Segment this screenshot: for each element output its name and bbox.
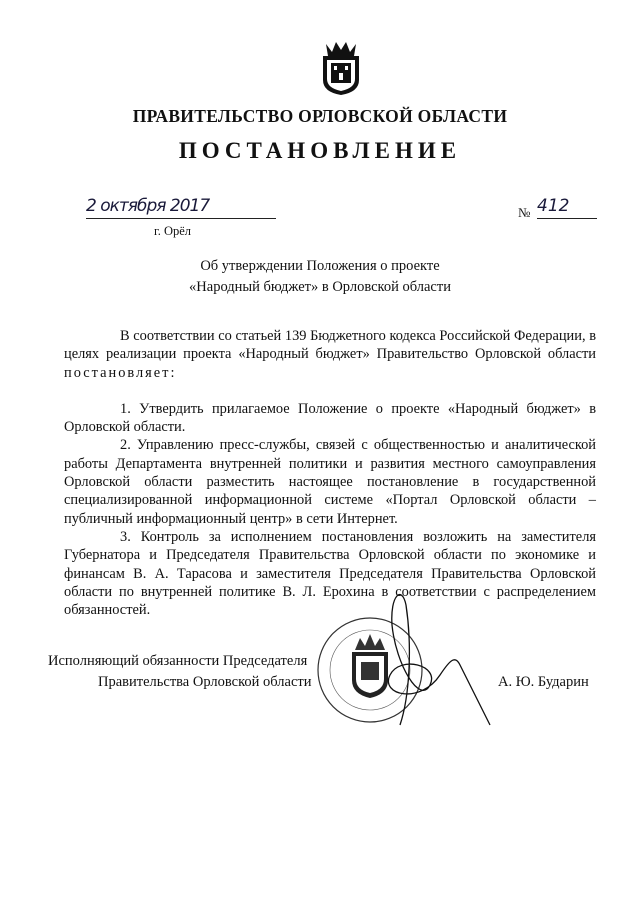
preamble-verb: постановляет: — [64, 364, 177, 381]
item-paragraph: 1. Утвердить прилагаемое Положение о проекте «Народный бюджет» в Орловской области. — [64, 400, 596, 436]
document-subject — [0, 256, 640, 298]
preamble-text: В соответствии со статьей 139 Бюджетного кодекса Российской Федерации, в целях реализации проекта «Народный бюджет» Правительство Орловской области — [64, 328, 596, 363]
document-type-title: ПОСТАНОВЛЕНИЕ — [178, 138, 462, 163]
signatory-position-line-2: Правительства Орловской области — [98, 674, 312, 690]
preamble-paragraph — [64, 327, 596, 382]
city-label: г. Орёл — [154, 224, 192, 238]
handwritten-number: 412 — [537, 196, 597, 219]
document-body — [64, 327, 596, 619]
subject-line-2: «Народный бюджет» в Орловской области — [189, 279, 451, 295]
handwritten-date: 2 октября 2017 — [86, 196, 276, 219]
number-label: № — [518, 205, 531, 220]
signatory-name: А. Ю. Бударин — [498, 674, 589, 690]
signatory-position-line-1: Исполняющий обязанности Председателя — [48, 653, 308, 669]
coat-of-arms-emblem — [318, 38, 364, 96]
item-paragraph: 2. Управлению пресс-службы, связей с общественностью и аналитической работы Департамента внутренней политики и развития местного самоуправления Орловской области разместить настоящее постановление в государственной специализированной информационной системе «Портал Орловской области – публичный информационный центр» в сети Интернет. — [64, 437, 596, 527]
subject-line-1: Об утверждении Положения о проекте — [200, 258, 440, 274]
organization-title: ПРАВИТЕЛЬСТВО ОРЛОВСКОЙ ОБЛАСТИ — [132, 106, 508, 126]
handwritten-signature — [340, 585, 520, 735]
item-paragraph: 3. Контроль за исполнением постановления возложить на заместителя Губернатора и Председателя Правительства Орловской области по экономике и финансам В. А. Тарасова и заместителя Председателя Правительства Орловской области по внутренней политике В. Л. Ерохина в соответствии с распределением обязанностей. — [64, 528, 596, 619]
